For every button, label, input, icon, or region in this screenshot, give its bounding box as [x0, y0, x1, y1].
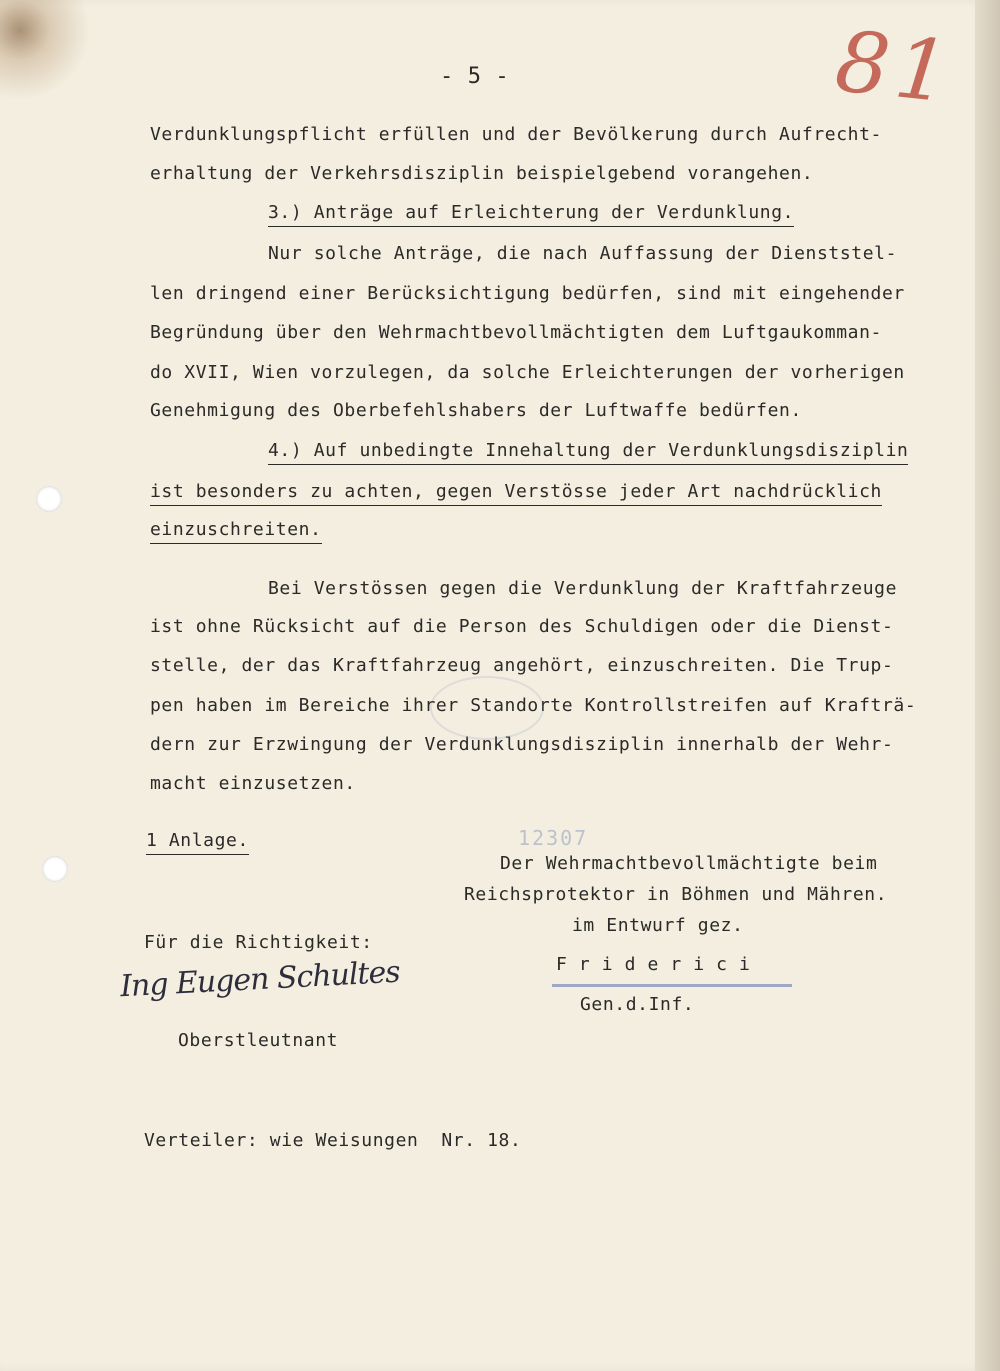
faint-stamp: [430, 676, 544, 740]
text-line: len dringend einer Berücksichtigung bedürfen, sind mit eingehender: [150, 283, 905, 304]
distribution-note: Verteiler: wie Weisungen Nr. 18.: [144, 1130, 522, 1151]
text-line: Nur solche Anträge, die nach Auffassung der Dienststel-: [268, 243, 898, 264]
text-line: macht einzusetzen.: [150, 773, 356, 794]
text-line: pen haben im Bereiche ihrer Standorte Kontrollstreifen auf Krafträ-: [150, 695, 917, 716]
certifier-rank: Oberstleutnant: [178, 1030, 339, 1051]
sender-line: Reichsprotektor in Böhmen und Mähren.: [464, 884, 888, 905]
underlined-line: einzuschreiten.: [150, 519, 322, 544]
text-line: stelle, der das Kraftfahrzeug angehört, einzuschreiten. Die Trup-: [150, 655, 894, 676]
draft-note: im Entwurf gez.: [572, 915, 744, 936]
text-line: dern zur Erzwingung der Verdunklungsdisziplin innerhalb der Wehr-: [150, 734, 894, 755]
handwritten-signature: Ing Eugen Schultes: [119, 954, 401, 1005]
text-line: ist ohne Rücksicht auf die Person des Schuldigen oder die Dienst-: [150, 616, 894, 637]
attachment-note: 1 Anlage.: [146, 830, 249, 855]
text-line: Genehmigung des Oberbefehlshabers der Luftwaffe bedürfen.: [150, 400, 802, 421]
text-line: Bei Verstössen gegen die Verdunklung der Kraftfahrzeuge: [268, 578, 898, 599]
folio-number: 81: [831, 12, 960, 122]
signer-rank: Gen.d.Inf.: [580, 994, 695, 1015]
page-number: - 5 -: [440, 64, 510, 89]
text-line: Begründung über den Wehrmachtbevollmächtigten dem Luftgaukomman-: [150, 322, 882, 343]
text-line: erhaltung der Verkehrsdisziplin beispielgebend vorangehen.: [150, 163, 814, 184]
signature-underline: [552, 984, 792, 987]
page-edge: [975, 0, 1000, 1371]
burn-mark: [0, 0, 110, 110]
text-line: Verdunklungspflicht erfüllen und der Bevölkerung durch Aufrecht-: [150, 124, 882, 145]
certification-label: Für die Richtigkeit:: [144, 932, 373, 953]
sender-line: Der Wehrmachtbevollmächtigte beim: [500, 853, 878, 874]
underlined-line: ist besonders zu achten, gegen Verstösse jeder Art nachdrücklich: [150, 481, 882, 506]
signer-name: F r i d e r i c i: [556, 954, 751, 975]
section-heading: 3.) Anträge auf Erleichterung der Verdunklung.: [268, 202, 794, 227]
text-line: do XVII, Wien vorzulegen, da solche Erleichterungen der vorherigen: [150, 362, 905, 383]
underlined-line: 4.) Auf unbedingte Innehaltung der Verdunklungsdisziplin: [268, 440, 908, 465]
punch-hole: [42, 856, 68, 882]
punch-hole: [36, 486, 62, 512]
stamp-number: 12307: [518, 826, 589, 850]
